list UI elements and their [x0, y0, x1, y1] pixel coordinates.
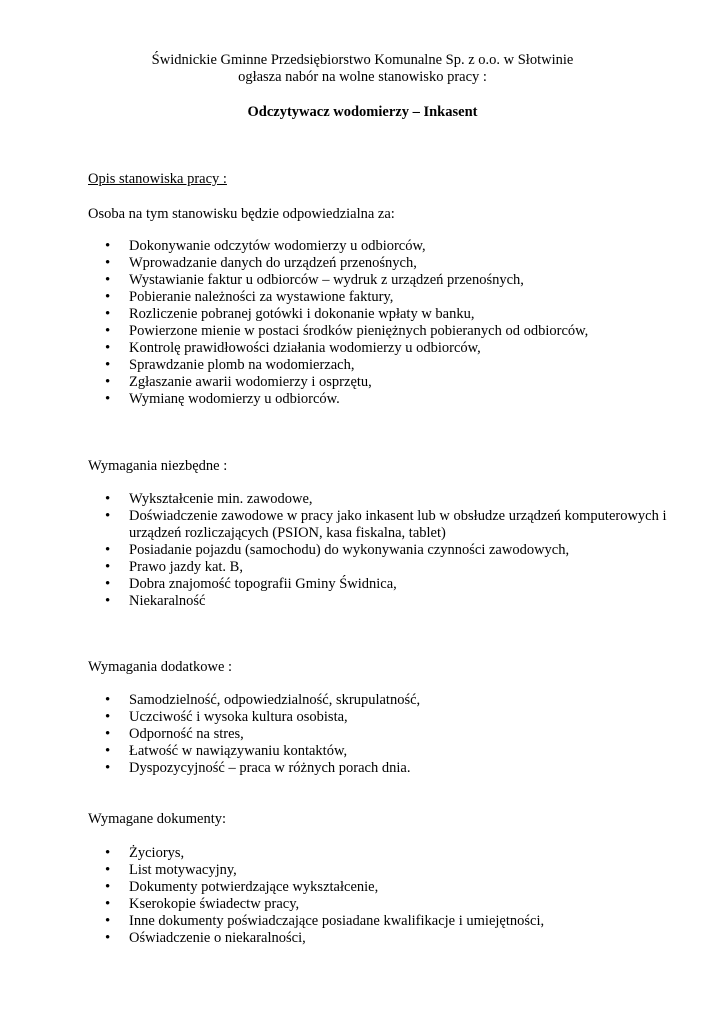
list-item: • Oświadczenie o niekaralności,: [105, 930, 685, 947]
list-item: • Posiadanie pojazdu (samochodu) do wykonywania czynności zawodowych,: [105, 542, 685, 559]
opis-intro: Osoba na tym stanowisku będzie odpowiedzialna za:: [88, 206, 395, 222]
list-item: • Dobra znajomość topografii Gminy Świdnica,: [105, 576, 685, 593]
list-item: • Pobieranie należności za wystawione faktury,: [105, 289, 685, 306]
list-item: • Inne dokumenty poświadczające posiadane kwalifikacje i umiejętności,: [105, 913, 685, 930]
list-item: • Kontrolę prawidłowości działania wodomierzy u odbiorców,: [105, 340, 685, 357]
list-item: • Uczciwość i wysoka kultura osobista,: [105, 709, 685, 726]
niezbedne-list: [105, 491, 685, 610]
list-item: • Zgłaszanie awarii wodomierzy i osprzętu,: [105, 374, 685, 391]
list-item: • Dokumenty potwierdzające wykształcenie,: [105, 879, 685, 896]
list-item: • Rozliczenie pobranej gotówki i dokonanie wpłaty w banku,: [105, 306, 685, 323]
dodatkowe-heading: Wymagania dodatkowe :: [88, 659, 233, 675]
list-item: • Dokonywanie odczytów wodomierzy u odbiorców,: [105, 238, 685, 255]
list-item: • Doświadczenie zawodowe w pracy jako inkasent lub w obsłudze urządzeń komputerowych i urządzeń rozliczających (PSION, kasa fiskalna, tablet): [105, 508, 674, 542]
list-item: • Odporność na stres,: [105, 726, 685, 743]
list-item: • Samodzielność, odpowiedzialność, skrupulatność,: [105, 692, 685, 709]
list-item: • Wykształcenie min. zawodowe,: [105, 491, 685, 508]
list-item: • Życiorys,: [105, 845, 685, 862]
opis-heading: Opis stanowiska pracy :: [88, 171, 227, 187]
list-item: • Powierzone mienie w postaci środków pieniężnych pobieranych od odbiorców,: [105, 323, 685, 340]
dokumenty-list: [105, 845, 685, 947]
list-item: • Niekaralność: [105, 593, 685, 610]
list-item: • Wymianę wodomierzy u odbiorców.: [105, 391, 685, 408]
company-name-line: Świdnickie Gminne Przedsiębiorstwo Komunalne Sp. z o.o. w Słotwinie: [151, 52, 574, 68]
niezbedne-heading: Wymagania niezbędne :: [88, 458, 228, 474]
list-item: • List motywacyjny,: [105, 862, 685, 879]
list-item: • Wystawianie faktur u odbiorców – wydruk z urządzeń przenośnych,: [105, 272, 685, 289]
list-item: • Prawo jazdy kat. B,: [105, 559, 685, 576]
list-item: • Kserokopie świadectw pracy,: [105, 896, 685, 913]
list-item: • Dyspozycyjność – praca w różnych porach dnia.: [105, 760, 685, 777]
job-title: Odczytywacz wodomierzy – Inkasent: [247, 104, 478, 120]
list-item: • Łatwość w nawiązywaniu kontaktów,: [105, 743, 685, 760]
list-item: • Sprawdzanie plomb na wodomierzach,: [105, 357, 685, 374]
list-item: • Wprowadzanie danych do urządzeń przenośnych,: [105, 255, 685, 272]
announcement-line: ogłasza nabór na wolne stanowisko pracy :: [238, 69, 487, 85]
dokumenty-heading: Wymagane dokumenty:: [88, 811, 227, 827]
opis-list: [105, 238, 685, 408]
dodatkowe-list: [105, 692, 685, 777]
